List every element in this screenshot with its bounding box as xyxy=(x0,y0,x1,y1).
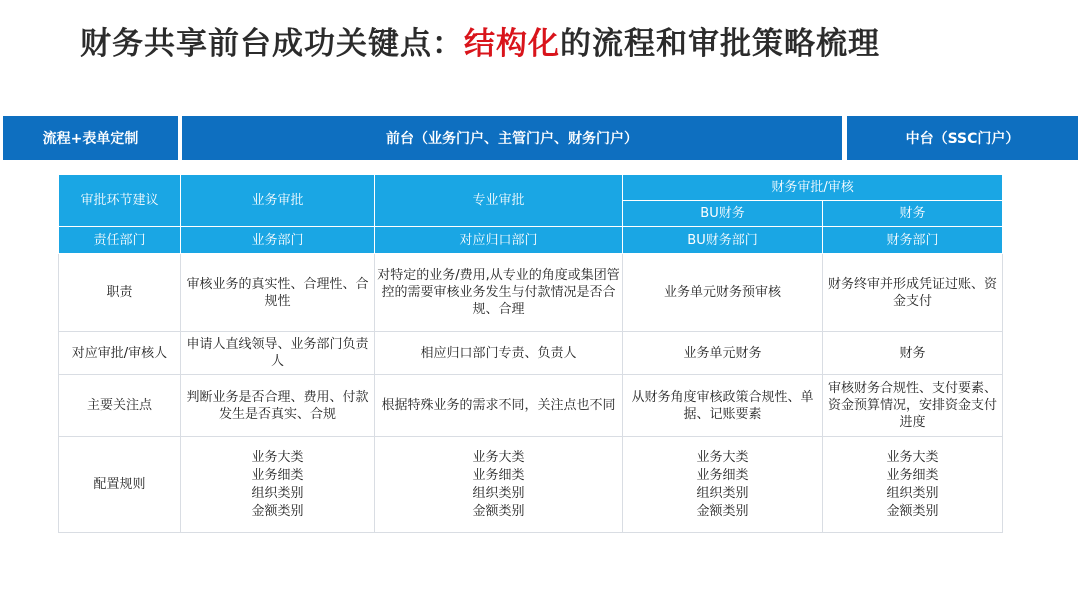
dept-pro: 对应归口部门 xyxy=(375,227,623,254)
header-row-1 xyxy=(59,175,1003,201)
rule-item: 金额类别 xyxy=(251,503,304,519)
dept-finance: 财务部门 xyxy=(823,227,1003,254)
rule-item: 金额类别 xyxy=(472,503,525,519)
rule-item: 组织类别 xyxy=(886,485,939,501)
title-highlight: 结构化 xyxy=(464,26,560,62)
header-bu-finance: BU财务 xyxy=(623,201,823,227)
focus-pro: 根据特殊业务的需求不同，关注点也不同 xyxy=(375,375,623,437)
rule-item: 业务细类 xyxy=(472,467,525,483)
rule-item: 业务细类 xyxy=(886,467,939,483)
rule-item: 业务大类 xyxy=(472,449,525,465)
approval-strategy-table xyxy=(58,174,1003,533)
duty-pro: 对特定的业务/费用,从专业的角度或集团管控的需要审核业务发生与付款情况是否合规、合理 xyxy=(375,254,623,332)
rules-row xyxy=(59,437,1003,533)
band-front-office: 前台（业务门户、主管门户、财务门户） xyxy=(182,116,842,160)
dept-label: 责任部门 xyxy=(59,227,181,254)
rule-item: 业务细类 xyxy=(696,467,749,483)
rules-label: 配置规则 xyxy=(59,437,181,533)
rule-item: 业务大类 xyxy=(251,449,304,465)
rule-item: 组织类别 xyxy=(251,485,304,501)
header-finance: 财务 xyxy=(823,201,1003,227)
approver-bu-finance: 业务单元财务 xyxy=(623,332,823,375)
rules-finance xyxy=(823,437,1003,533)
title-suffix: 的流程和审批策略梳理 xyxy=(560,26,880,62)
header-pro-approval: 专业审批 xyxy=(375,175,623,227)
rule-item: 金额类别 xyxy=(886,503,939,519)
rules-bu-finance xyxy=(623,437,823,533)
focus-finance: 审核财务合规性、支付要素、资金预算情况，安排资金支付进度 xyxy=(823,375,1003,437)
title-prefix: 财务共享前台成功关键点： xyxy=(80,26,464,62)
header-fin-group: 财务审批/审核 xyxy=(623,175,1003,201)
rule-item: 业务大类 xyxy=(696,449,749,465)
focus-row xyxy=(59,375,1003,437)
duty-label: 职责 xyxy=(59,254,181,332)
focus-label: 主要关注点 xyxy=(59,375,181,437)
rule-item: 组织类别 xyxy=(696,485,749,501)
header-corner: 审批环节建议 xyxy=(59,175,181,227)
rules-biz xyxy=(181,437,375,533)
rule-item: 金额类别 xyxy=(696,503,749,519)
page-title xyxy=(80,18,880,63)
duty-finance: 财务终审并形成凭证过账、资金支付 xyxy=(823,254,1003,332)
rule-item: 组织类别 xyxy=(472,485,525,501)
rule-item: 业务大类 xyxy=(886,449,939,465)
focus-biz: 判断业务是否合理、费用、付款发生是否真实、合规 xyxy=(181,375,375,437)
band-process-form: 流程+表单定制 xyxy=(3,116,178,160)
rule-item: 业务细类 xyxy=(251,467,304,483)
approver-label: 对应审批/审核人 xyxy=(59,332,181,375)
rules-pro xyxy=(375,437,623,533)
approver-row xyxy=(59,332,1003,375)
approver-biz: 申请人直线领导、业务部门负责人 xyxy=(181,332,375,375)
dept-row xyxy=(59,227,1003,254)
duty-bu-finance: 业务单元财务预审核 xyxy=(623,254,823,332)
focus-bu-finance: 从财务角度审核政策合规性、单据、记账要素 xyxy=(623,375,823,437)
approver-pro: 相应归口部门专责、负责人 xyxy=(375,332,623,375)
band-middle-office: 中台（SSC门户） xyxy=(847,116,1078,160)
dept-bu-finance: BU财务部门 xyxy=(623,227,823,254)
header-biz-approval: 业务审批 xyxy=(181,175,375,227)
dept-biz: 业务部门 xyxy=(181,227,375,254)
duty-row xyxy=(59,254,1003,332)
duty-biz: 审核业务的真实性、合理性、合规性 xyxy=(181,254,375,332)
approver-finance: 财务 xyxy=(823,332,1003,375)
